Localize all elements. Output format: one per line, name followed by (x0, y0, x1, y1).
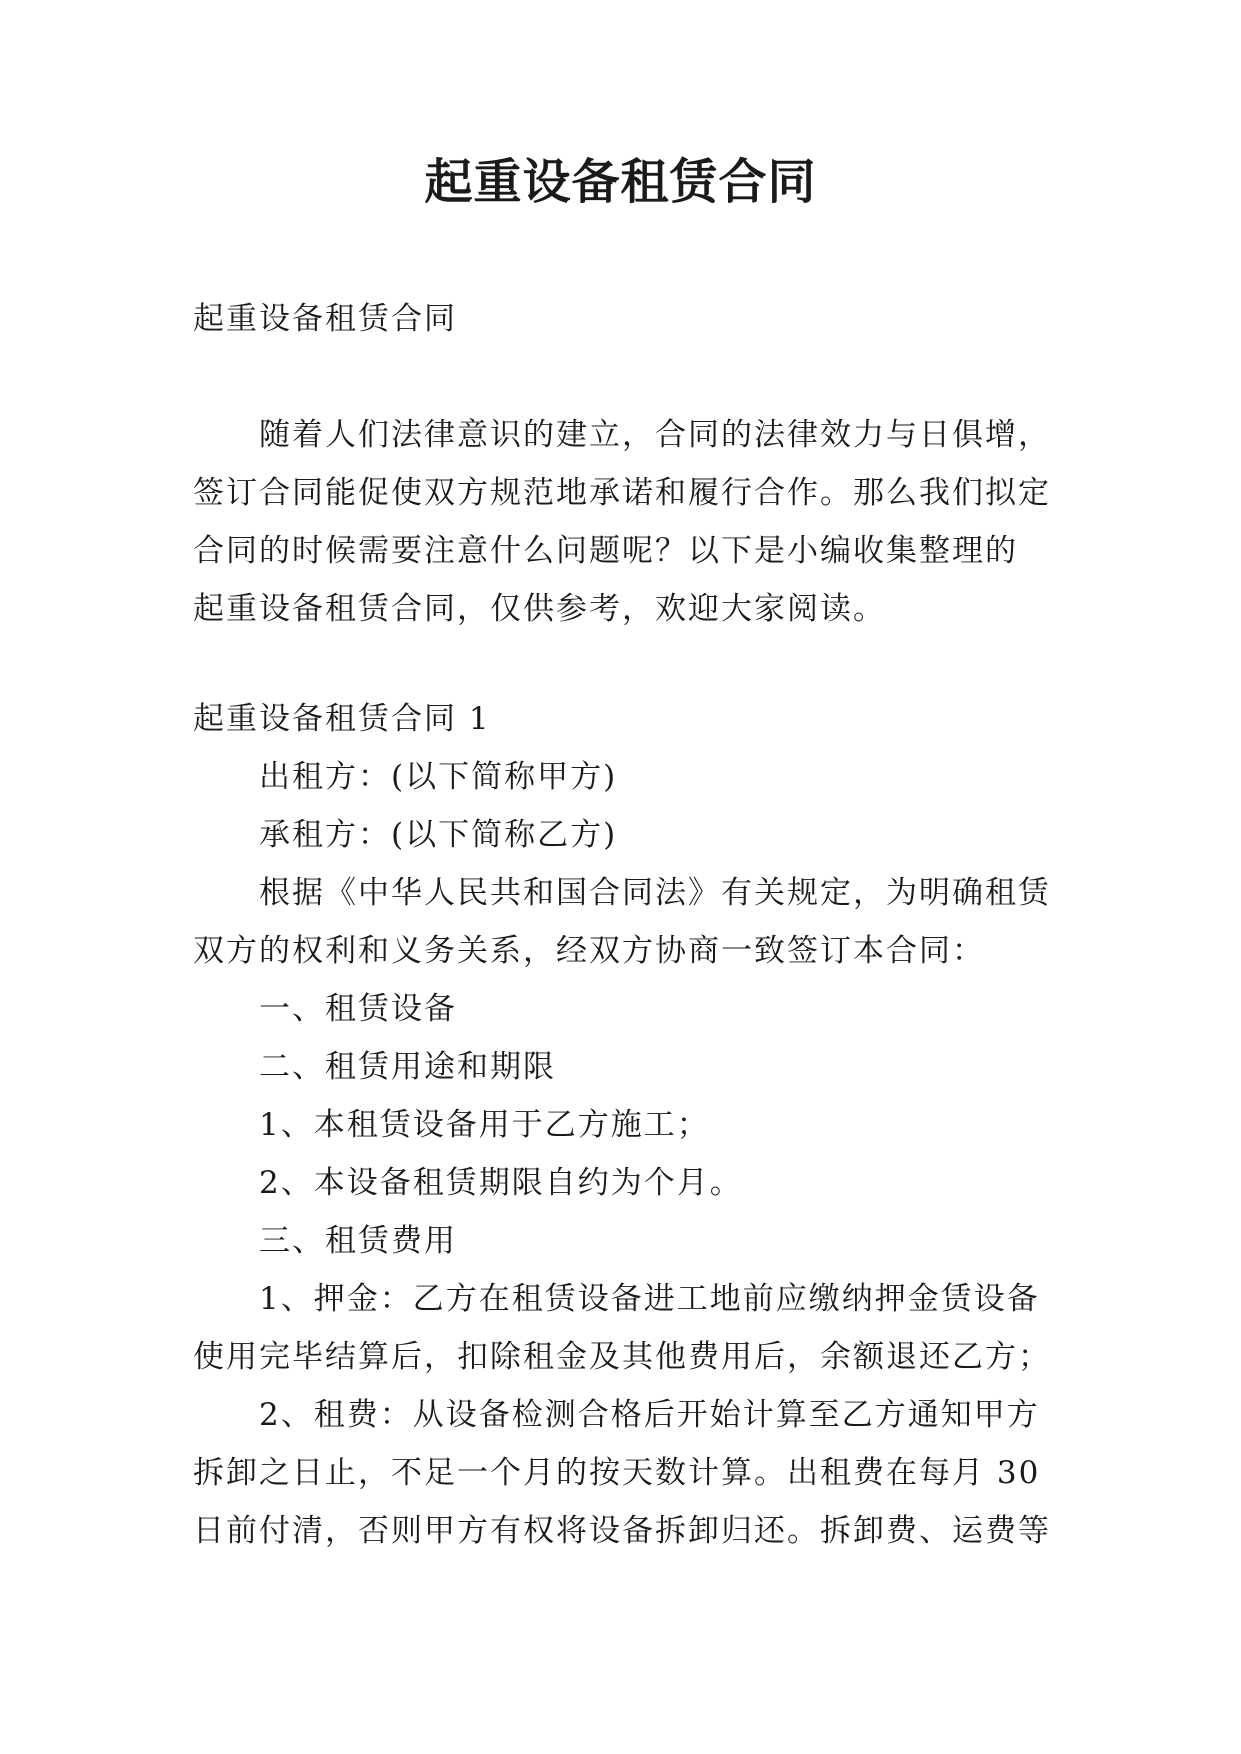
intro-paragraph (193, 406, 1073, 638)
basis-paragraph (193, 864, 1073, 980)
intro-line: 合同的时候需要注意什么问题呢？以下是小编收集整理的 (193, 533, 1018, 569)
lessee-line: 承租方：(以下简称乙方) (259, 817, 618, 853)
document-body (193, 290, 1073, 1560)
clause-3-1-line: 使用完毕结算后，扣除租金及其他费用后，余额退还乙方； (193, 1339, 1051, 1375)
basis-line: 根据《中华人民共和国合同法》有关规定，为明确租赁 (259, 875, 1051, 911)
clause-heading-3: 三、租赁费用 (259, 1223, 457, 1259)
clause-3-item-2 (193, 1386, 1073, 1560)
clause-3-2-line: 2、租费：从设备检测合格后开始计算至乙方通知甲方 (259, 1397, 1040, 1433)
subtitle: 起重设备租赁合同 (193, 301, 457, 337)
intro-line: 起重设备租赁合同，仅供参考，欢迎大家阅读。 (193, 591, 886, 627)
clause-heading-2: 二、租赁用途和期限 (259, 1049, 556, 1085)
clause-2-item-2: 2、本设备租赁期限自约为个月。 (259, 1165, 743, 1201)
clause-heading-1: 一、租赁设备 (259, 991, 457, 1027)
section-heading: 起重设备租赁合同 1 (193, 701, 491, 737)
clause-3-2-line: 拆卸之日止，不足一个月的按天数计算。出租费在每月 30 (193, 1455, 1041, 1491)
document-title: 起重设备租赁合同 (424, 154, 817, 210)
intro-line: 签订合同能促使双方规范地承诺和履行合作。那么我们拟定 (193, 475, 1051, 511)
clause-3-item-1 (193, 1270, 1073, 1386)
clause-2-item-1: 1、本租赁设备用于乙方施工； (259, 1107, 710, 1143)
clause-3-1-line: 1、押金：乙方在租赁设备进工地前应缴纳押金赁设备 (259, 1281, 1040, 1317)
intro-line: 随着人们法律意识的建立，合同的法律效力与日俱增， (259, 417, 1051, 453)
basis-line: 双方的权利和义务关系，经双方协商一致签订本合同： (193, 933, 985, 969)
clause-3-2-line: 日前付清，否则甲方有权将设备拆卸归还。拆卸费、运费等 (193, 1513, 1051, 1549)
lessor-line: 出租方：(以下简称甲方) (259, 759, 618, 795)
